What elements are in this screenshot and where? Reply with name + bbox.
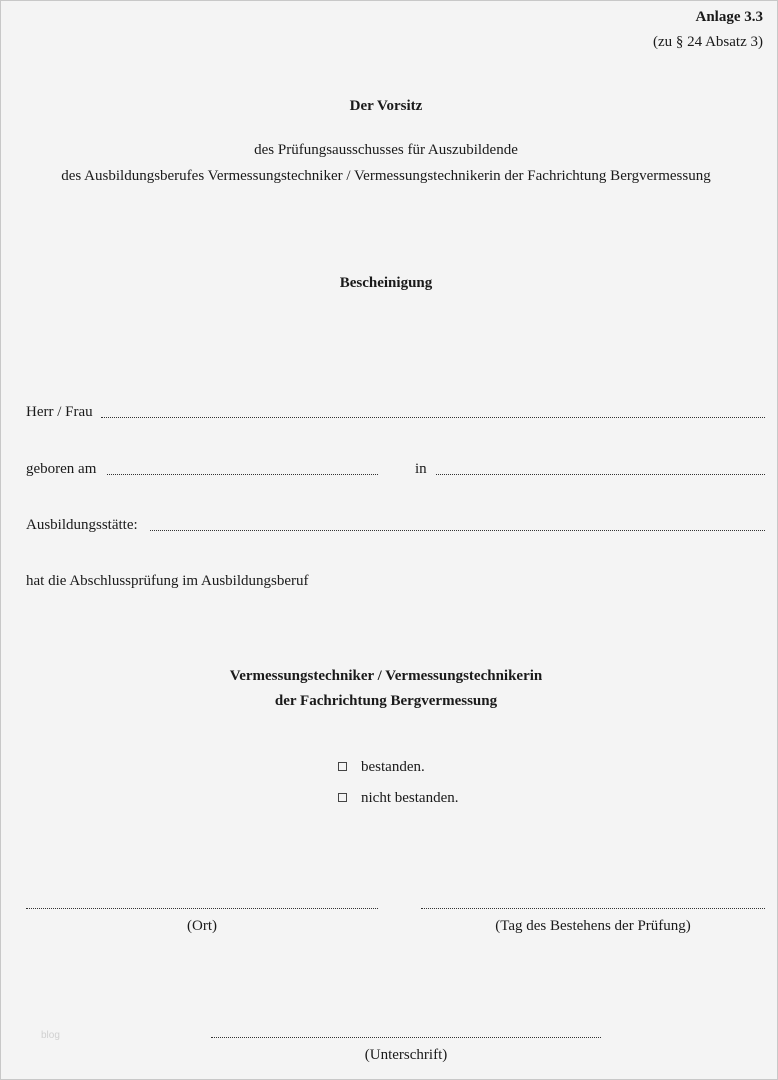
checkbox-failed[interactable] [338, 793, 347, 802]
place-caption: (Ort) [187, 918, 217, 934]
place-field[interactable] [26, 908, 378, 909]
signature-caption: (Unterschrift) [364, 1047, 448, 1063]
birth-date-field[interactable] [107, 474, 378, 475]
intro-line-2: des Ausbildungsberufes Vermessungstechniker / Vermessungstechnikerin der Fachrichtung Bergvermessung [61, 168, 711, 184]
annex-reference: (zu § 24 Absatz 3) [653, 34, 763, 50]
date-field[interactable] [421, 908, 765, 909]
training-site-label: Ausbildungsstätte: [26, 517, 138, 533]
option-passed-label: bestanden. [361, 759, 425, 775]
profession-line-2: der Fachrichtung Bergvermessung [274, 693, 498, 709]
document-title: Der Vorsitz [349, 98, 423, 114]
watermark: blog [41, 1030, 60, 1041]
option-passed[interactable] [338, 759, 425, 776]
statement-text: hat die Abschlussprüfung im Ausbildungsberuf [26, 573, 309, 589]
training-site-field[interactable] [150, 530, 765, 531]
birth-date-label: geboren am [26, 461, 97, 477]
name-label: Herr / Frau [26, 404, 93, 420]
intro-line-1: des Prüfungsausschusses für Auszubildende [254, 142, 518, 158]
profession-line-1: Vermessungstechniker / Vermessungstechnikerin [229, 668, 543, 684]
certificate-title: Bescheinigung [339, 275, 433, 291]
option-failed-label: nicht bestanden. [361, 790, 459, 806]
signature-field[interactable] [211, 1037, 601, 1038]
option-failed[interactable] [338, 790, 458, 807]
birthplace-label: in [415, 461, 427, 477]
name-field[interactable] [101, 417, 765, 418]
birthplace-field[interactable] [436, 474, 765, 475]
checkbox-passed[interactable] [338, 762, 347, 771]
date-caption: (Tag des Bestehens der Prüfung) [495, 918, 691, 934]
annex-label: Anlage 3.3 [695, 9, 763, 25]
